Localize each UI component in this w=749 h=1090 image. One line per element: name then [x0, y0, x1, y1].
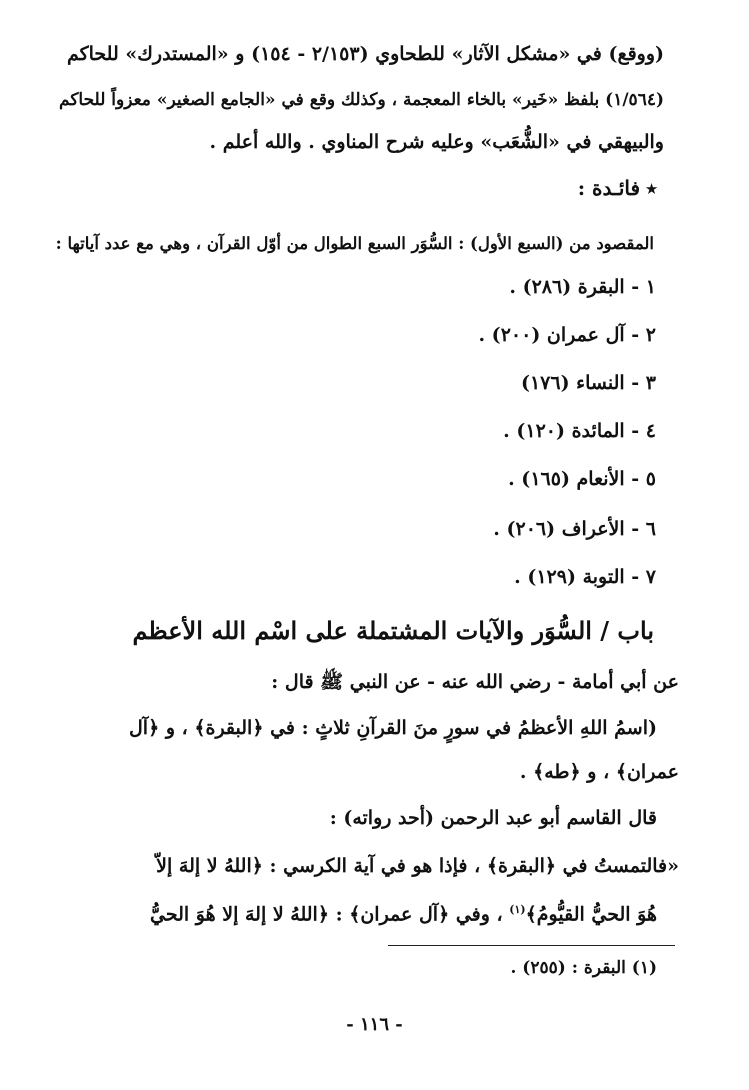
intro-line-2: (١/٥٦٤) بلفظ «خَير» بالخاء المعجمة ، وكذلك وقع في «الجامع الصغير» معزواً للحاكم: [59, 90, 664, 110]
intro-line-3: والبيهقي في «الشُّعَب» وعليه شرح المناوي . والله أعلم .: [209, 131, 664, 153]
benefit-text: المقصود من (السبع الأول) : السُّوَر السبع الطوال من أوّل القرآن ، وهي مع عدد آياتها :: [55, 234, 654, 253]
footnote: (١) البقرة : (٢٥٥) .: [510, 958, 657, 978]
benefit-heading-block: [578, 176, 657, 200]
benefit-heading: فائـدة :: [577, 176, 641, 200]
footnote-marker[interactable]: (١): [509, 903, 526, 916]
hadith-body-line-2-start: هُوَ الحيُّ القيُّومُ﴾: [525, 903, 657, 926]
hadith-body-line-1: «فالتمستُ في ﴿البقرة﴾ ، فإذا هو في آية الكرسي : ﴿اللهُ لا إلهَ إلاّ: [156, 855, 679, 877]
list-item: ٦ - الأعراف (٢٠٦) .: [493, 518, 656, 540]
chapter-title: باب / السُّوَر والآيات المشتملة على اسْم الله الأعظم: [132, 616, 654, 645]
hadith-narrator: قال القاسم أبو عبد الرحمن (أحد رواته) :: [329, 807, 657, 829]
intro-line-1: (ووقع) في «مشكل الآثار» للطحاوي (٢/١٥٣ - ١٥٤) و «المستدرك» للحاكم: [66, 43, 664, 65]
list-item: ٥ - الأنعام (١٦٥) .: [508, 468, 656, 490]
list-item: ١ - البقرة (٢٨٦) .: [509, 276, 656, 298]
page-number: - ١١٦ -: [346, 1014, 403, 1035]
list-item: ٢ - آل عمران (٢٠٠) .: [478, 324, 656, 346]
list-item: ٧ - التوبة (١٢٩) .: [514, 566, 656, 588]
hadith-narration: عن أبي أمامة - رضي الله عنه - عن النبي ﷺ قال :: [271, 671, 679, 693]
footnote-divider: [388, 945, 675, 946]
hadith-quote-line-1: (اسمُ اللهِ الأعظمُ في سورٍ منَ القرآنِ ثلاثٍ : في ﴿البقرة﴾ ، و ﴿آل: [128, 717, 657, 739]
hadith-body-line-2-end: ، وفي ﴿آل عمران﴾ : ﴿اللهُ لا إلهَ إلا هُوَ الحيُّ: [150, 903, 510, 926]
hadith-body-line-2: [150, 896, 657, 928]
asterisk-icon: ٭: [646, 176, 657, 200]
list-item: ٤ - المائدة (١٢٠) .: [503, 420, 656, 442]
hadith-quote-line-2: عمران﴾ ، و ﴿طه﴾ .: [519, 761, 679, 783]
list-item: ٣ - النساء (١٧٦): [520, 372, 656, 394]
